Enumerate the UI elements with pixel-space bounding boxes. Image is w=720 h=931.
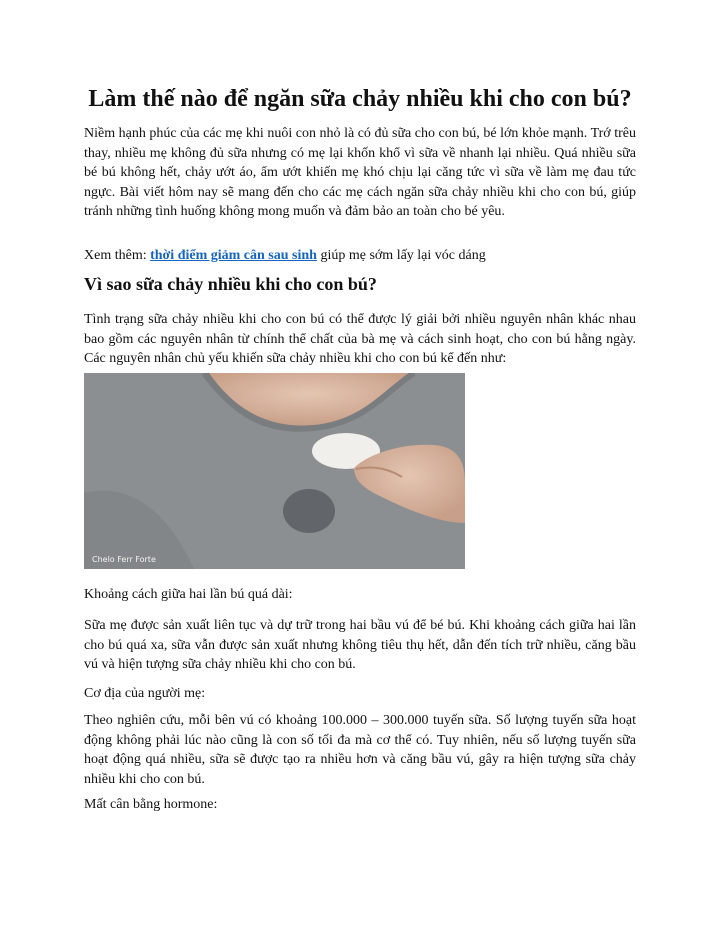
section-heading: Vì sao sữa chảy nhiều khi cho con bú? (84, 274, 377, 294)
weight-loss-link[interactable]: thời điểm giảm cân sau sinh (150, 248, 317, 263)
see-more-line (84, 246, 636, 266)
reason-3-heading: Mất cân bằng hormone: (84, 797, 218, 812)
page-title: Làm thế nào để ngăn sữa chảy nhiều khi cho con bú? (88, 86, 632, 112)
milk-stain (283, 489, 335, 533)
reason-1-body: Sữa mẹ được sản xuất liên tục và dự trữ trong hai bầu vú để bé bú. Khi khoảng cách giữa hai lần cho bú quá xa, sữa vẫn được sản xuất nhưng không tiêu thụ hết, dẫn đến tích trữ nhiều, căng bầu vú và hiện tượng sữa chảy nhiều khi cho con bú. (84, 618, 636, 672)
article-photo (84, 373, 465, 569)
reason-2-body: Theo nghiên cứu, mỗi bên vú có khoảng 100.000 – 300.000 tuyến sữa. Số lượng tuyến sữa hoạt động không phải lúc nào cũng là con số tối đa mà cơ thể có. Tuy nhiên, nếu số lượng tuyến sữa hoạt động quá nhiều, sữa sẽ được tạo ra nhiều hơn và căng bầu vú, gây ra hiện tượng sữa chảy nhiều khi cho con bú. (84, 713, 636, 787)
reason-1-heading: Khoảng cách giữa hai lần bú quá dài: (84, 587, 293, 602)
reason-2-heading: Cơ địa của người mẹ: (84, 686, 206, 701)
section-intro-paragraph: Tình trạng sữa chảy nhiều khi cho con bú có thể được lý giải bởi nhiều nguyên nhân khác nhau bao gồm các nguyên nhân từ chính thể chất của bà mẹ và cách sinh hoạt, cho con bú hằng ngày. Các nguyên nhân chủ yếu khiến sữa chảy nhiều khi cho con bú kể đến như: (84, 312, 636, 366)
photo-watermark: Chelo Ferr Forte (92, 555, 156, 564)
see-more-prefix: Xem thêm: (84, 248, 151, 263)
see-more-suffix: giúp mẹ sớm lấy lại vóc dáng (316, 248, 486, 263)
intro-paragraph: Niềm hạnh phúc của các mẹ khi nuôi con nhỏ là có đủ sữa cho con bú, bé lớn khỏe mạnh. Trớ trêu thay, nhiều mẹ không đủ sữa nhưng có mẹ lại khốn khổ vì sữa về nhanh lại nhiều. Quá nhiều sữa bé bú không hết, chảy ướt áo, ẩm ướt khiến mẹ khó chịu lại căng tức vì sữa về làm mẹ đau tức ngực. Bài viết hôm nay sẽ mang đến cho các mẹ cách ngăn sữa chảy nhiều khi cho con bú, giúp tránh những tình huống không mong muốn và đảm bảo an toàn cho bé yêu. (84, 126, 636, 219)
photo-illustration (84, 373, 465, 569)
